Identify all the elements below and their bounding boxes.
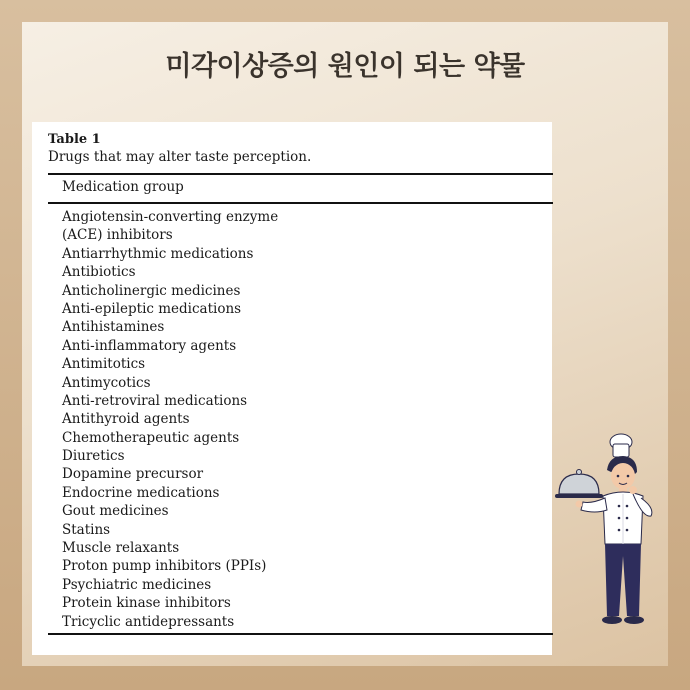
table-row: Endocrine medications	[62, 484, 220, 501]
table-row: Chemotherapeutic agents	[62, 429, 240, 446]
table-card	[32, 122, 552, 655]
table-row: Anti-inflammatory agents	[62, 337, 237, 354]
table-row: Antihistamines	[62, 319, 165, 336]
table-row: Dopamine precursor	[62, 466, 204, 483]
table-row: Anticholinergic medicines	[62, 282, 241, 299]
table-row: Psychiatric medicines	[62, 576, 212, 593]
table-row: Proton pump inhibitors (PPIs)	[62, 558, 267, 575]
table-label: Table 1	[48, 132, 101, 147]
header-rule	[48, 202, 553, 204]
table-row: Statins	[62, 521, 111, 538]
table-row: Muscle relaxants	[62, 540, 180, 557]
table-row: Protein kinase inhibitors	[62, 595, 231, 612]
table-row: Gout medicines	[62, 503, 169, 520]
top-rule	[48, 173, 553, 175]
column-header: Medication group	[62, 179, 184, 195]
table-row: Anti-retroviral medications	[62, 392, 248, 409]
table-row: Tricyclic antidepressants	[62, 613, 235, 630]
bottom-rule	[48, 633, 553, 635]
table-row: Antimycotics	[62, 374, 151, 391]
table-row: Angiotensin-converting enzyme	[62, 209, 279, 225]
chef-with-cloche-icon	[555, 432, 663, 628]
page-title: 미각이상증의 원인이 되는 약물	[165, 51, 525, 82]
table-row: Antiarrhythmic medications	[62, 245, 254, 262]
table-row: Anti-epileptic medications	[62, 300, 242, 317]
table-row: (ACE) inhibitors	[62, 227, 173, 244]
table-row: Antibiotics	[62, 264, 136, 281]
table-caption: Drugs that may alter taste perception.	[48, 149, 312, 165]
table-row: Diuretics	[62, 448, 125, 465]
table-row: Antimitotics	[62, 356, 146, 373]
table-row: Antithyroid agents	[62, 411, 190, 428]
medication-list	[62, 208, 278, 631]
